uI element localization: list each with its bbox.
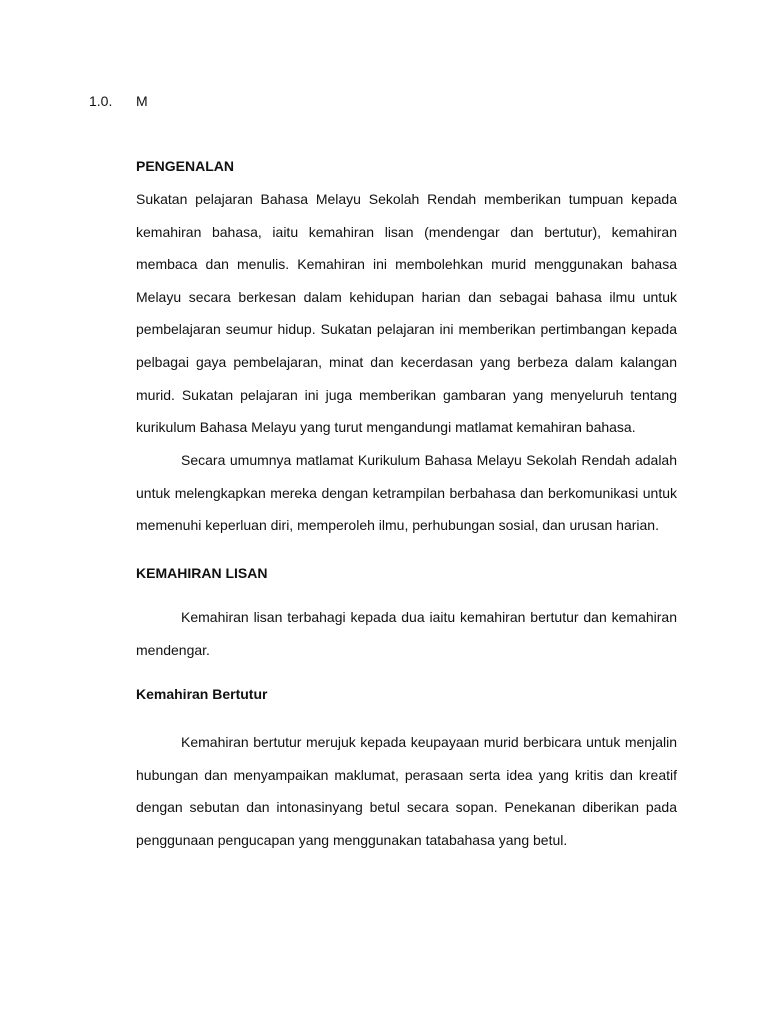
paragraph-kemahiran-bertutur: Kemahiran bertutur merujuk kepada keupayaan murid berbicara untuk menjalin hubungan dan menyampaikan maklumat, perasaan serta idea yang kritis dan kreatif dengan sebutan dan intonasinyang betul secara sopan. Penekanan diberikan pada penggunaan pengucapan yang menggunakan tatabahasa yang betul. bbox=[136, 734, 677, 848]
paragraph-pengenalan-2: Secara umumnya matlamat Kurikulum Bahasa Melayu Sekolah Rendah adalah untuk melengkapkan mereka dengan ketrampilan berbahasa dan berkomunikasi untuk memenuhi keperluan diri, memperoleh ilmu, perhubungan sosial, dan urusan harian. bbox=[136, 452, 677, 534]
paragraph-pengenalan-1: Sukatan pelajaran Bahasa Melayu Sekolah Rendah memberikan tumpuan kepada kemahiran bahasa, iaitu kemahiran lisan (mendengar dan bertutur), kemahiran membaca dan menulis. Kemahiran ini membolehkan murid menggunakan bahasa Melayu secara berkesan dalam kehidupan harian dan sebagai bahasa ilmu untuk pembelajaran seumur hidup. Sukatan pelajaran ini memberikan pertimbangan kepada pelbagai gaya pembelajaran, minat dan kecerdasan yang berbeza dalam kalangan murid. Sukatan pelajaran ini juga memberikan gambaran yang menyeluruh tentang kurikulum Bahasa Melayu yang turut mengandungi matlamat kemahiran bahasa. bbox=[136, 191, 677, 436]
heading-number: 1.0. bbox=[89, 93, 113, 109]
paragraph-kemahiran-lisan: Kemahiran lisan terbahagi kepada dua iaitu kemahiran bertutur dan kemahiran mendengar. bbox=[136, 609, 677, 658]
section-title-kemahiran-bertutur: Kemahiran Bertutur bbox=[136, 686, 268, 702]
heading-title: M bbox=[136, 93, 148, 109]
section-title-kemahiran-lisan: KEMAHIRAN LISAN bbox=[136, 565, 268, 581]
section-title-pengenalan: PENGENALAN bbox=[136, 158, 235, 174]
